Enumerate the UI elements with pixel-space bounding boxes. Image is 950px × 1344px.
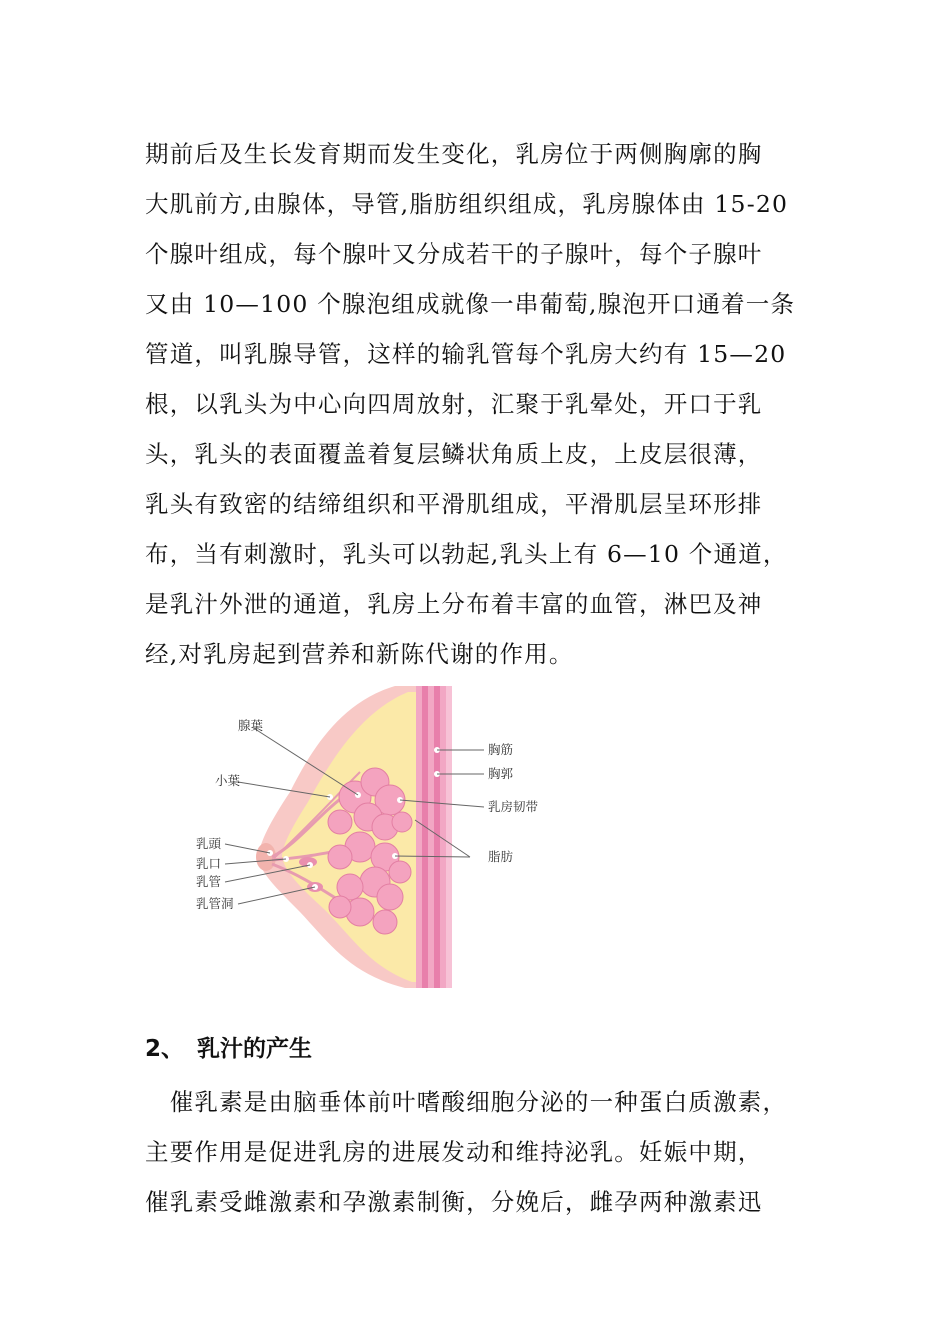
text-line: 布，当有刺激时，乳头可以勃起,乳头上有 6—10 个通道， — [145, 540, 788, 568]
text-line: 头，乳头的表面覆盖着复层鳞状角质上皮，上皮层很薄， — [145, 440, 763, 468]
diagram-illustration — [190, 682, 560, 992]
label-pectoral-muscle: 胸筋 — [488, 742, 514, 757]
label-duct: 乳管 — [196, 874, 222, 889]
section-heading — [145, 1030, 312, 1063]
section-title: 乳汁的产生 — [197, 1036, 312, 1062]
text-line: 根，以乳头为中心向四周放射，汇聚于乳晕处，开口于乳 — [145, 390, 763, 418]
text-line: 管道，叫乳腺导管，这样的输乳管每个乳房大约有 15—20 — [145, 340, 787, 368]
text-line: 又由 10—100 个腺泡组成就像一串葡萄,腺泡开口通着一条 — [145, 290, 796, 318]
label-fat: 脂肪 — [488, 849, 514, 864]
breast-anatomy-diagram — [190, 682, 560, 992]
text-line: 催乳素受雌激素和孕激素制衡，分娩后，雌孕两种激素迅 — [145, 1188, 763, 1216]
label-sinus: 乳管洞 — [196, 896, 234, 911]
label-lobule: 小葉 — [215, 773, 241, 788]
text-line: 期前后及生长发育期而发生变化，乳房位于两侧胸廓的胸 — [145, 140, 763, 168]
label-ligament: 乳房韧带 — [488, 799, 539, 814]
label-nipple: 乳頭 — [196, 836, 222, 851]
label-lobe: 腺葉 — [238, 718, 264, 733]
label-chest-wall: 胸郭 — [488, 766, 514, 781]
text-line: 是乳汁外泄的通道，乳房上分布着丰富的血管，淋巴及神 — [145, 590, 763, 618]
text-line: 大肌前方,由腺体，导管,脂肪组织组成，乳房腺体由 15-20 — [145, 190, 789, 218]
text-line: 主要作用是促进乳房的进展发动和维持泌乳。妊娠中期， — [145, 1138, 763, 1166]
text-line: 催乳素是由脑垂体前叶嗜酸细胞分泌的一种蛋白质激素， — [145, 1088, 788, 1116]
text-line: 经,对乳房起到营养和新陈代谢的作用。 — [145, 640, 574, 668]
text-line: 乳头有致密的结缔组织和平滑肌组成，平滑肌层呈环形排 — [145, 490, 763, 518]
text-line: 个腺叶组成，每个腺叶又分成若干的子腺叶，每个子腺叶 — [145, 240, 763, 268]
label-pore: 乳口 — [196, 856, 222, 871]
section-number: 2、 — [145, 1036, 185, 1062]
